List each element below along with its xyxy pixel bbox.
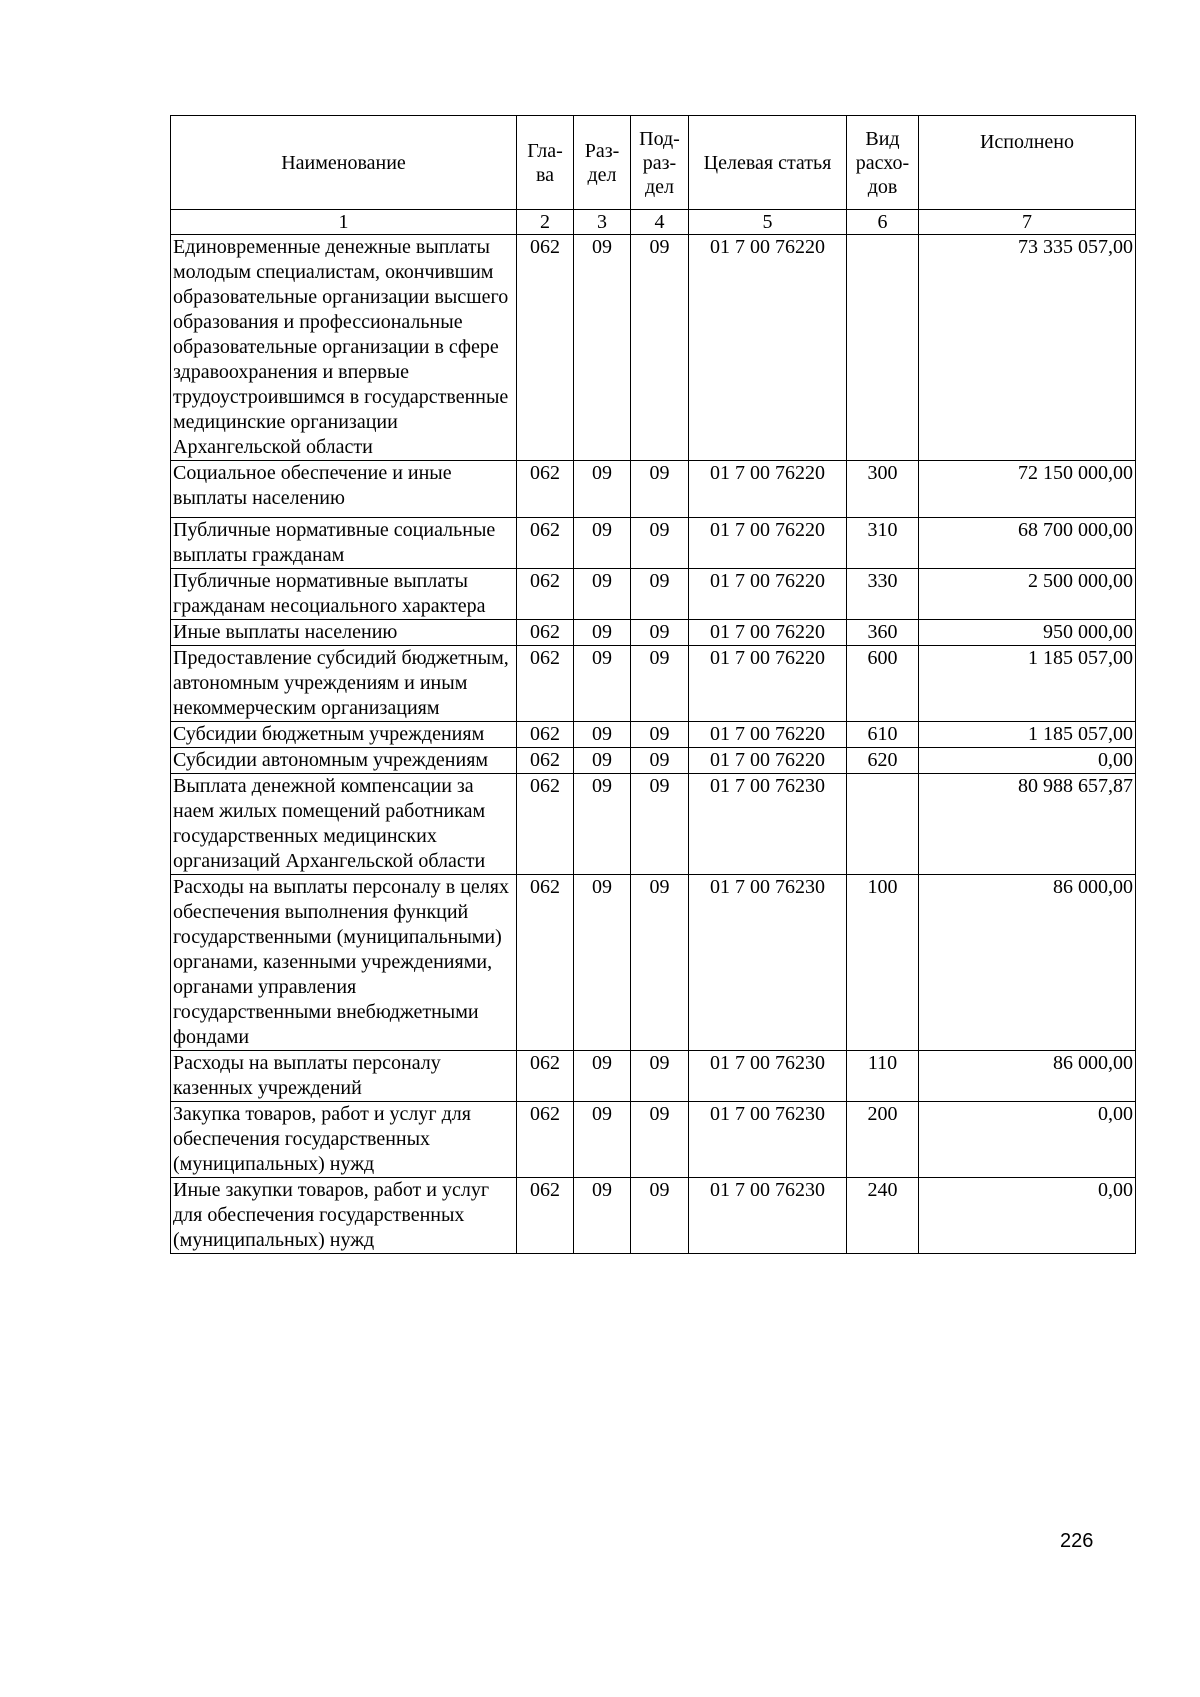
- row-razdel: 09: [574, 722, 631, 748]
- budget-table: [170, 115, 1136, 1254]
- row-razdel: 09: [574, 235, 631, 461]
- row-podrazdel: 09: [631, 722, 689, 748]
- table-row: [171, 646, 1136, 722]
- table-row: [171, 875, 1136, 1051]
- row-vid: 310: [847, 518, 919, 569]
- row-name: Расходы на выплаты персоналу казенных учреждений: [171, 1051, 517, 1102]
- row-name: Единовременные денежные выплаты молодым специалистам, окончившим образовательные организации высшего образования и профессиональные образовательные организации в сфере здравоохранения и впервые трудоустроившимся в государственные медицинские организации Архангельской области: [171, 235, 517, 461]
- row-amount: 0,00: [919, 1178, 1136, 1254]
- row-amount: 68 700 000,00: [919, 518, 1136, 569]
- header-done: Исполнено: [919, 116, 1136, 210]
- table-row: [171, 569, 1136, 620]
- table-row: [171, 1051, 1136, 1102]
- row-vid: 610: [847, 722, 919, 748]
- row-target: 01 7 00 76220: [689, 748, 847, 774]
- row-name: Субсидии бюджетным учреждениям: [171, 722, 517, 748]
- header-podrazdel: Под- раз- дел: [631, 116, 689, 210]
- row-podrazdel: 09: [631, 569, 689, 620]
- header-target: Целевая статья: [689, 116, 847, 210]
- row-target: 01 7 00 76230: [689, 1178, 847, 1254]
- row-glava: 062: [517, 518, 574, 569]
- budget-sheet: [170, 115, 1135, 1254]
- row-podrazdel: 09: [631, 620, 689, 646]
- row-glava: 062: [517, 620, 574, 646]
- row-vid: [847, 235, 919, 461]
- row-razdel: 09: [574, 774, 631, 875]
- row-amount: 86 000,00: [919, 875, 1136, 1051]
- row-razdel: 09: [574, 1051, 631, 1102]
- row-amount: 950 000,00: [919, 620, 1136, 646]
- row-glava: 062: [517, 461, 574, 518]
- row-podrazdel: 09: [631, 875, 689, 1051]
- header-razdel: Раз- дел: [574, 116, 631, 210]
- row-name: Иные выплаты населению: [171, 620, 517, 646]
- row-amount: 72 150 000,00: [919, 461, 1136, 518]
- row-target: 01 7 00 76230: [689, 1102, 847, 1178]
- row-amount: 1 185 057,00: [919, 722, 1136, 748]
- row-razdel: 09: [574, 875, 631, 1051]
- table-row: [171, 1102, 1136, 1178]
- row-target: 01 7 00 76220: [689, 235, 847, 461]
- row-razdel: 09: [574, 748, 631, 774]
- header-vid: Вид расхо- дов: [847, 116, 919, 210]
- table-row: [171, 235, 1136, 461]
- row-glava: 062: [517, 1051, 574, 1102]
- row-name: Публичные нормативные социальные выплаты гражданам: [171, 518, 517, 569]
- column-number: 4: [631, 210, 689, 235]
- column-number: 1: [171, 210, 517, 235]
- row-razdel: 09: [574, 1178, 631, 1254]
- header-name: Наименование: [171, 116, 517, 210]
- row-razdel: 09: [574, 518, 631, 569]
- row-glava: 062: [517, 722, 574, 748]
- table-row: [171, 774, 1136, 875]
- row-target: 01 7 00 76220: [689, 569, 847, 620]
- row-glava: 062: [517, 875, 574, 1051]
- table-body: [171, 235, 1136, 1254]
- row-podrazdel: 09: [631, 646, 689, 722]
- row-target: 01 7 00 76230: [689, 774, 847, 875]
- row-amount: 0,00: [919, 1102, 1136, 1178]
- row-amount: 1 185 057,00: [919, 646, 1136, 722]
- row-glava: 062: [517, 774, 574, 875]
- row-razdel: 09: [574, 1102, 631, 1178]
- table-row: [171, 748, 1136, 774]
- header-glava: Гла- ва: [517, 116, 574, 210]
- row-vid: 360: [847, 620, 919, 646]
- row-vid: 300: [847, 461, 919, 518]
- row-target: 01 7 00 76220: [689, 646, 847, 722]
- row-podrazdel: 09: [631, 1102, 689, 1178]
- column-number: 6: [847, 210, 919, 235]
- row-vid: 200: [847, 1102, 919, 1178]
- row-name: Закупка товаров, работ и услуг для обеспечения государственных (муниципальных) нужд: [171, 1102, 517, 1178]
- row-name: Публичные нормативные выплаты гражданам несоциального характера: [171, 569, 517, 620]
- row-podrazdel: 09: [631, 518, 689, 569]
- row-amount: 2 500 000,00: [919, 569, 1136, 620]
- table-row: [171, 722, 1136, 748]
- column-number: 5: [689, 210, 847, 235]
- row-glava: 062: [517, 748, 574, 774]
- row-podrazdel: 09: [631, 235, 689, 461]
- row-podrazdel: 09: [631, 461, 689, 518]
- row-amount: 0,00: [919, 748, 1136, 774]
- row-vid: 110: [847, 1051, 919, 1102]
- column-number: 7: [919, 210, 1136, 235]
- row-vid: [847, 774, 919, 875]
- row-target: 01 7 00 76220: [689, 461, 847, 518]
- row-name: Предоставление субсидий бюджетным, автономным учреждениям и иным некоммерческим организациям: [171, 646, 517, 722]
- row-target: 01 7 00 76230: [689, 1051, 847, 1102]
- row-razdel: 09: [574, 461, 631, 518]
- row-glava: 062: [517, 235, 574, 461]
- row-glava: 062: [517, 646, 574, 722]
- row-podrazdel: 09: [631, 1051, 689, 1102]
- page-number: 226: [1060, 1530, 1094, 1552]
- header-row: [171, 116, 1136, 210]
- row-razdel: 09: [574, 569, 631, 620]
- row-razdel: 09: [574, 620, 631, 646]
- row-vid: 330: [847, 569, 919, 620]
- row-amount: 80 988 657,87: [919, 774, 1136, 875]
- table-row: [171, 461, 1136, 518]
- column-number: 3: [574, 210, 631, 235]
- table-row: [171, 518, 1136, 569]
- row-vid: 620: [847, 748, 919, 774]
- row-target: 01 7 00 76220: [689, 518, 847, 569]
- column-number: 2: [517, 210, 574, 235]
- row-target: 01 7 00 76220: [689, 620, 847, 646]
- row-name: Субсидии автономным учреждениям: [171, 748, 517, 774]
- row-podrazdel: 09: [631, 774, 689, 875]
- column-number-row: [171, 210, 1136, 235]
- row-vid: 100: [847, 875, 919, 1051]
- row-name: Социальное обеспечение и иные выплаты населению: [171, 461, 517, 518]
- row-amount: 73 335 057,00: [919, 235, 1136, 461]
- table-row: [171, 1178, 1136, 1254]
- row-target: 01 7 00 76230: [689, 875, 847, 1051]
- row-glava: 062: [517, 569, 574, 620]
- row-vid: 240: [847, 1178, 919, 1254]
- row-amount: 86 000,00: [919, 1051, 1136, 1102]
- row-razdel: 09: [574, 646, 631, 722]
- table-header: [171, 116, 1136, 235]
- row-name: Выплата денежной компенсации за наем жилых помещений работникам государственных медицинских организаций Архангельской области: [171, 774, 517, 875]
- row-podrazdel: 09: [631, 1178, 689, 1254]
- row-vid: 600: [847, 646, 919, 722]
- row-glava: 062: [517, 1102, 574, 1178]
- row-glava: 062: [517, 1178, 574, 1254]
- row-podrazdel: 09: [631, 748, 689, 774]
- row-target: 01 7 00 76220: [689, 722, 847, 748]
- table-row: [171, 620, 1136, 646]
- row-name: Расходы на выплаты персоналу в целях обеспечения выполнения функций государственными (муниципальными) органами, казенными учреждениями, органами управления государственными внебюджетными фондами: [171, 875, 517, 1051]
- row-name: Иные закупки товаров, работ и услуг для обеспечения государственных (муниципальных) нужд: [171, 1178, 517, 1254]
